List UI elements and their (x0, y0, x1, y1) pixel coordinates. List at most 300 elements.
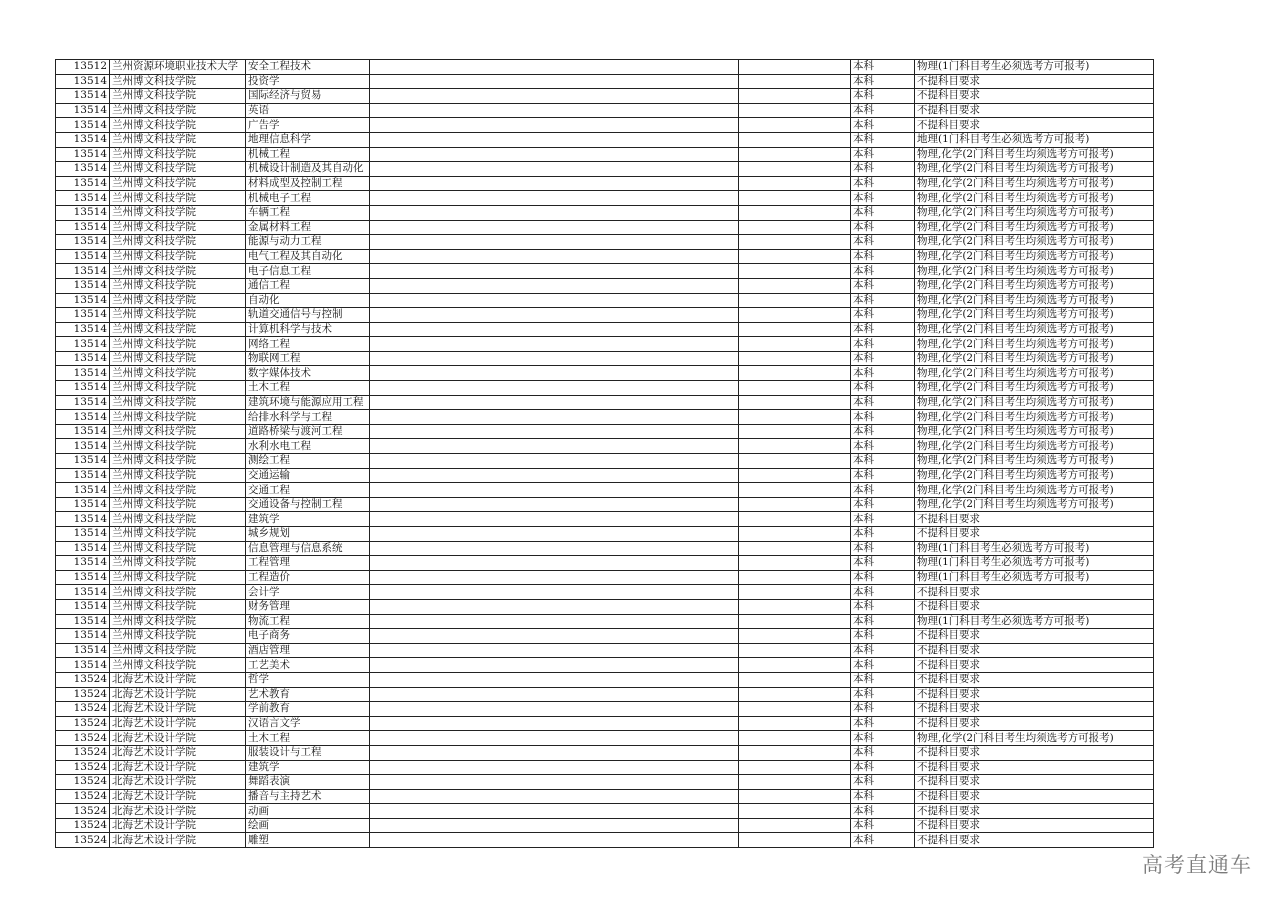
major-name-cell: 信息管理与信息系统 (246, 541, 370, 556)
empty-cell (370, 60, 739, 75)
empty-cell (370, 541, 739, 556)
table-row (56, 527, 1154, 542)
empty-cell (739, 629, 851, 644)
empty-cell (370, 308, 739, 323)
degree-level-cell: 本科 (851, 132, 915, 147)
school-name-cell: 兰州博文科技学院 (110, 264, 246, 279)
table-row (56, 381, 1154, 396)
subject-requirement-cell: 物理,化学(2门科目考生均须选考方可报考) (915, 366, 1154, 381)
school-code-cell: 13514 (56, 643, 110, 658)
table-row (56, 132, 1154, 147)
empty-cell (739, 308, 851, 323)
school-name-cell: 兰州博文科技学院 (110, 395, 246, 410)
empty-cell (739, 424, 851, 439)
school-name-cell: 兰州博文科技学院 (110, 439, 246, 454)
degree-level-cell: 本科 (851, 176, 915, 191)
degree-level-cell: 本科 (851, 351, 915, 366)
table-row (56, 308, 1154, 323)
table-row (56, 804, 1154, 819)
major-name-cell: 广告学 (246, 118, 370, 133)
subject-requirement-cell: 不提科目要求 (915, 585, 1154, 600)
subject-requirement-cell: 物理(1门科目考生必须选考方可报考) (915, 570, 1154, 585)
degree-level-cell: 本科 (851, 585, 915, 600)
empty-cell (370, 599, 739, 614)
table-row (56, 672, 1154, 687)
school-name-cell: 北海艺术设计学院 (110, 687, 246, 702)
subject-requirement-cell: 地理(1门科目考生必须选考方可报考) (915, 132, 1154, 147)
empty-cell (739, 614, 851, 629)
school-code-cell: 13514 (56, 74, 110, 89)
school-code-cell: 13524 (56, 804, 110, 819)
table-row (56, 614, 1154, 629)
empty-cell (739, 351, 851, 366)
subject-requirement-cell: 物理(1门科目考生必须选考方可报考) (915, 541, 1154, 556)
major-name-cell: 交通工程 (246, 483, 370, 498)
school-code-cell: 13524 (56, 775, 110, 790)
major-name-cell: 轨道交通信号与控制 (246, 308, 370, 323)
major-name-cell: 通信工程 (246, 278, 370, 293)
degree-level-cell: 本科 (851, 220, 915, 235)
degree-level-cell: 本科 (851, 775, 915, 790)
school-code-cell: 13514 (56, 468, 110, 483)
table-row (56, 337, 1154, 352)
degree-level-cell: 本科 (851, 366, 915, 381)
empty-cell (739, 702, 851, 717)
empty-cell (370, 804, 739, 819)
empty-cell (739, 716, 851, 731)
empty-cell (739, 162, 851, 177)
empty-cell (370, 658, 739, 673)
subject-requirement-cell: 不提科目要求 (915, 512, 1154, 527)
school-code-cell: 13524 (56, 702, 110, 717)
empty-cell (370, 89, 739, 104)
major-name-cell: 测绘工程 (246, 454, 370, 469)
degree-level-cell: 本科 (851, 658, 915, 673)
table-row (56, 541, 1154, 556)
subject-requirement-cell: 物理,化学(2门科目考生均须选考方可报考) (915, 424, 1154, 439)
degree-level-cell: 本科 (851, 468, 915, 483)
school-code-cell: 13524 (56, 789, 110, 804)
school-code-cell: 13514 (56, 585, 110, 600)
subject-requirement-cell: 物理,化学(2门科目考生均须选考方可报考) (915, 468, 1154, 483)
degree-level-cell: 本科 (851, 818, 915, 833)
empty-cell (739, 687, 851, 702)
major-name-cell: 工程造价 (246, 570, 370, 585)
school-name-cell: 兰州博文科技学院 (110, 308, 246, 323)
school-code-cell: 13514 (56, 264, 110, 279)
degree-level-cell: 本科 (851, 308, 915, 323)
major-name-cell: 安全工程技术 (246, 60, 370, 75)
subject-requirement-cell: 物理,化学(2门科目考生均须选考方可报考) (915, 337, 1154, 352)
subject-requirement-cell: 不提科目要求 (915, 658, 1154, 673)
major-name-cell: 电子信息工程 (246, 264, 370, 279)
degree-level-cell: 本科 (851, 322, 915, 337)
school-code-cell: 13524 (56, 687, 110, 702)
degree-level-cell: 本科 (851, 118, 915, 133)
school-name-cell: 兰州博文科技学院 (110, 89, 246, 104)
degree-level-cell: 本科 (851, 264, 915, 279)
empty-cell (370, 731, 739, 746)
school-name-cell: 兰州博文科技学院 (110, 74, 246, 89)
major-name-cell: 工程管理 (246, 556, 370, 571)
school-name-cell: 兰州博文科技学院 (110, 220, 246, 235)
table-row (56, 658, 1154, 673)
empty-cell (739, 264, 851, 279)
table-row (56, 439, 1154, 454)
school-code-cell: 13514 (56, 191, 110, 206)
table-row (56, 176, 1154, 191)
school-name-cell: 兰州博文科技学院 (110, 570, 246, 585)
school-name-cell: 北海艺术设计学院 (110, 731, 246, 746)
major-name-cell: 投资学 (246, 74, 370, 89)
school-name-cell: 兰州资源环境职业技术大学 (110, 60, 246, 75)
school-code-cell: 13514 (56, 220, 110, 235)
school-name-cell: 北海艺术设计学院 (110, 804, 246, 819)
major-name-cell: 能源与动力工程 (246, 235, 370, 250)
degree-level-cell: 本科 (851, 570, 915, 585)
school-name-cell: 兰州博文科技学院 (110, 278, 246, 293)
empty-cell (739, 483, 851, 498)
subject-requirement-cell: 不提科目要求 (915, 804, 1154, 819)
empty-cell (370, 527, 739, 542)
subject-requirement-cell: 不提科目要求 (915, 103, 1154, 118)
empty-cell (739, 439, 851, 454)
table-row (56, 570, 1154, 585)
subject-requirement-cell: 不提科目要求 (915, 527, 1154, 542)
empty-cell (370, 235, 739, 250)
degree-level-cell: 本科 (851, 556, 915, 571)
major-name-cell: 服装设计与工程 (246, 745, 370, 760)
degree-level-cell: 本科 (851, 205, 915, 220)
subject-requirement-cell: 物理,化学(2门科目考生均须选考方可报考) (915, 249, 1154, 264)
major-name-cell: 数字媒体技术 (246, 366, 370, 381)
major-name-cell: 播音与主持艺术 (246, 789, 370, 804)
major-name-cell: 国际经济与贸易 (246, 89, 370, 104)
major-name-cell: 机械工程 (246, 147, 370, 162)
table-row (56, 235, 1154, 250)
table-row (56, 716, 1154, 731)
school-code-cell: 13514 (56, 556, 110, 571)
school-name-cell: 兰州博文科技学院 (110, 132, 246, 147)
empty-cell (370, 716, 739, 731)
school-name-cell: 兰州博文科技学院 (110, 103, 246, 118)
table-row (56, 702, 1154, 717)
empty-cell (739, 118, 851, 133)
subject-requirement-cell: 物理(1门科目考生必须选考方可报考) (915, 556, 1154, 571)
table-row (56, 147, 1154, 162)
school-code-cell: 13514 (56, 205, 110, 220)
empty-cell (370, 249, 739, 264)
major-name-cell: 城乡规划 (246, 527, 370, 542)
school-name-cell: 兰州博文科技学院 (110, 191, 246, 206)
subject-requirement-cell: 物理,化学(2门科目考生均须选考方可报考) (915, 497, 1154, 512)
major-name-cell: 汉语言文学 (246, 716, 370, 731)
subject-requirement-cell: 不提科目要求 (915, 672, 1154, 687)
school-code-cell: 13514 (56, 570, 110, 585)
school-code-cell: 13514 (56, 381, 110, 396)
degree-level-cell: 本科 (851, 731, 915, 746)
school-name-cell: 兰州博文科技学院 (110, 629, 246, 644)
empty-cell (370, 643, 739, 658)
school-code-cell: 13524 (56, 731, 110, 746)
table-body (56, 60, 1154, 848)
subject-requirement-cell: 物理,化学(2门科目考生均须选考方可报考) (915, 147, 1154, 162)
degree-level-cell: 本科 (851, 672, 915, 687)
school-code-cell: 13514 (56, 89, 110, 104)
empty-cell (739, 643, 851, 658)
degree-level-cell: 本科 (851, 541, 915, 556)
subject-requirement-cell: 物理,化学(2门科目考生均须选考方可报考) (915, 205, 1154, 220)
empty-cell (370, 381, 739, 396)
degree-level-cell: 本科 (851, 643, 915, 658)
school-code-cell: 13514 (56, 308, 110, 323)
empty-cell (739, 60, 851, 75)
subject-requirement-cell: 物理,化学(2门科目考生均须选考方可报考) (915, 439, 1154, 454)
empty-cell (739, 74, 851, 89)
school-name-cell: 北海艺术设计学院 (110, 672, 246, 687)
table-row (56, 775, 1154, 790)
empty-cell (739, 235, 851, 250)
table-row (56, 629, 1154, 644)
subject-requirement-cell: 物理,化学(2门科目考生均须选考方可报考) (915, 191, 1154, 206)
major-name-cell: 计算机科学与技术 (246, 322, 370, 337)
empty-cell (370, 176, 739, 191)
school-name-cell: 兰州博文科技学院 (110, 249, 246, 264)
empty-cell (370, 775, 739, 790)
subject-requirement-cell: 物理,化学(2门科目考生均须选考方可报考) (915, 264, 1154, 279)
major-name-cell: 建筑学 (246, 512, 370, 527)
empty-cell (739, 293, 851, 308)
school-code-cell: 13512 (56, 60, 110, 75)
empty-cell (370, 629, 739, 644)
table-row (56, 833, 1154, 848)
subject-requirement-cell: 物理,化学(2门科目考生均须选考方可报考) (915, 220, 1154, 235)
empty-cell (739, 570, 851, 585)
empty-cell (370, 293, 739, 308)
subject-requirement-cell: 不提科目要求 (915, 89, 1154, 104)
school-name-cell: 兰州博文科技学院 (110, 512, 246, 527)
empty-cell (370, 191, 739, 206)
table-row (56, 293, 1154, 308)
table-row (56, 278, 1154, 293)
empty-cell (370, 205, 739, 220)
subject-requirement-cell: 不提科目要求 (915, 629, 1154, 644)
school-name-cell: 兰州博文科技学院 (110, 322, 246, 337)
major-name-cell: 土木工程 (246, 731, 370, 746)
school-name-cell: 北海艺术设计学院 (110, 702, 246, 717)
degree-level-cell: 本科 (851, 74, 915, 89)
school-code-cell: 13514 (56, 541, 110, 556)
school-name-cell: 北海艺术设计学院 (110, 716, 246, 731)
empty-cell (370, 439, 739, 454)
subject-requirement-cell: 物理,化学(2门科目考生均须选考方可报考) (915, 308, 1154, 323)
school-name-cell: 兰州博文科技学院 (110, 614, 246, 629)
empty-cell (370, 103, 739, 118)
subject-requirement-cell: 不提科目要求 (915, 74, 1154, 89)
school-code-cell: 13514 (56, 337, 110, 352)
table-row (56, 89, 1154, 104)
degree-level-cell: 本科 (851, 745, 915, 760)
degree-level-cell: 本科 (851, 60, 915, 75)
empty-cell (370, 672, 739, 687)
major-name-cell: 电子商务 (246, 629, 370, 644)
school-name-cell: 兰州博文科技学院 (110, 337, 246, 352)
major-name-cell: 会计学 (246, 585, 370, 600)
empty-cell (370, 556, 739, 571)
table-row (56, 395, 1154, 410)
table-row (56, 687, 1154, 702)
degree-level-cell: 本科 (851, 410, 915, 425)
table-row (56, 556, 1154, 571)
subject-requirement-cell: 不提科目要求 (915, 833, 1154, 848)
major-name-cell: 物联网工程 (246, 351, 370, 366)
major-name-cell: 车辆工程 (246, 205, 370, 220)
table-row (56, 585, 1154, 600)
degree-level-cell: 本科 (851, 381, 915, 396)
table-row (56, 103, 1154, 118)
school-name-cell: 兰州博文科技学院 (110, 527, 246, 542)
major-name-cell: 电气工程及其自动化 (246, 249, 370, 264)
empty-cell (370, 337, 739, 352)
table-row (56, 74, 1154, 89)
empty-cell (370, 278, 739, 293)
empty-cell (739, 556, 851, 571)
table-row (56, 366, 1154, 381)
empty-cell (739, 147, 851, 162)
school-name-cell: 兰州博文科技学院 (110, 147, 246, 162)
empty-cell (739, 512, 851, 527)
major-name-cell: 地理信息科学 (246, 132, 370, 147)
subject-requirement-cell: 不提科目要求 (915, 118, 1154, 133)
degree-level-cell: 本科 (851, 191, 915, 206)
empty-cell (739, 658, 851, 673)
degree-level-cell: 本科 (851, 804, 915, 819)
major-name-cell: 雕塑 (246, 833, 370, 848)
subject-requirement-cell: 物理,化学(2门科目考生均须选考方可报考) (915, 176, 1154, 191)
empty-cell (739, 833, 851, 848)
school-code-cell: 13514 (56, 439, 110, 454)
empty-cell (739, 395, 851, 410)
degree-level-cell: 本科 (851, 629, 915, 644)
school-code-cell: 13514 (56, 351, 110, 366)
table-row (56, 162, 1154, 177)
school-name-cell: 兰州博文科技学院 (110, 658, 246, 673)
school-code-cell: 13514 (56, 235, 110, 250)
subject-requirement-cell: 不提科目要求 (915, 687, 1154, 702)
empty-cell (370, 454, 739, 469)
subject-requirement-cell: 物理,化学(2门科目考生均须选考方可报考) (915, 293, 1154, 308)
empty-cell (370, 702, 739, 717)
degree-level-cell: 本科 (851, 454, 915, 469)
subject-requirement-cell: 物理,化学(2门科目考生均须选考方可报考) (915, 410, 1154, 425)
empty-cell (370, 118, 739, 133)
school-code-cell: 13524 (56, 672, 110, 687)
table-row (56, 191, 1154, 206)
major-name-cell: 机械设计制造及其自动化 (246, 162, 370, 177)
degree-level-cell: 本科 (851, 599, 915, 614)
empty-cell (370, 74, 739, 89)
major-name-cell: 财务管理 (246, 599, 370, 614)
table-row (56, 264, 1154, 279)
subject-requirement-cell: 物理,化学(2门科目考生均须选考方可报考) (915, 322, 1154, 337)
empty-cell (739, 220, 851, 235)
subject-requirement-cell: 不提科目要求 (915, 643, 1154, 658)
school-name-cell: 北海艺术设计学院 (110, 833, 246, 848)
degree-level-cell: 本科 (851, 614, 915, 629)
degree-level-cell: 本科 (851, 89, 915, 104)
degree-level-cell: 本科 (851, 760, 915, 775)
school-code-cell: 13514 (56, 366, 110, 381)
table-row (56, 424, 1154, 439)
empty-cell (739, 249, 851, 264)
major-name-cell: 动画 (246, 804, 370, 819)
school-code-cell: 13514 (56, 322, 110, 337)
degree-level-cell: 本科 (851, 687, 915, 702)
empty-cell (370, 395, 739, 410)
empty-cell (370, 570, 739, 585)
major-name-cell: 物流工程 (246, 614, 370, 629)
school-code-cell: 13514 (56, 132, 110, 147)
table-row (56, 118, 1154, 133)
school-code-cell: 13514 (56, 424, 110, 439)
empty-cell (739, 322, 851, 337)
empty-cell (370, 410, 739, 425)
degree-level-cell: 本科 (851, 483, 915, 498)
empty-cell (739, 585, 851, 600)
major-name-cell: 道路桥梁与渡河工程 (246, 424, 370, 439)
empty-cell (739, 410, 851, 425)
degree-level-cell: 本科 (851, 716, 915, 731)
major-name-cell: 材料成型及控制工程 (246, 176, 370, 191)
major-name-cell: 机械电子工程 (246, 191, 370, 206)
subject-requirement-cell: 不提科目要求 (915, 716, 1154, 731)
empty-cell (739, 468, 851, 483)
major-name-cell: 酒店管理 (246, 643, 370, 658)
major-name-cell: 艺术教育 (246, 687, 370, 702)
school-name-cell: 兰州博文科技学院 (110, 351, 246, 366)
school-code-cell: 13514 (56, 176, 110, 191)
school-name-cell: 北海艺术设计学院 (110, 745, 246, 760)
table-row (56, 249, 1154, 264)
table-row (56, 731, 1154, 746)
major-name-cell: 建筑环境与能源应用工程 (246, 395, 370, 410)
subject-requirement-cell: 不提科目要求 (915, 599, 1154, 614)
subject-requirement-cell: 物理,化学(2门科目考生均须选考方可报考) (915, 351, 1154, 366)
school-code-cell: 13514 (56, 278, 110, 293)
school-code-cell: 13514 (56, 410, 110, 425)
degree-level-cell: 本科 (851, 278, 915, 293)
table-row (56, 351, 1154, 366)
major-name-cell: 自动化 (246, 293, 370, 308)
school-code-cell: 13514 (56, 527, 110, 542)
empty-cell (739, 775, 851, 790)
subject-requirement-cell: 不提科目要求 (915, 775, 1154, 790)
major-name-cell: 英语 (246, 103, 370, 118)
school-code-cell: 13514 (56, 629, 110, 644)
major-name-cell: 交通运输 (246, 468, 370, 483)
empty-cell (370, 687, 739, 702)
empty-cell (739, 89, 851, 104)
empty-cell (739, 337, 851, 352)
empty-cell (739, 205, 851, 220)
school-name-cell: 兰州博文科技学院 (110, 599, 246, 614)
empty-cell (739, 176, 851, 191)
table-row (56, 745, 1154, 760)
major-name-cell: 给排水科学与工程 (246, 410, 370, 425)
subject-requirement-cell: 不提科目要求 (915, 745, 1154, 760)
table-row (56, 220, 1154, 235)
table-row (56, 410, 1154, 425)
